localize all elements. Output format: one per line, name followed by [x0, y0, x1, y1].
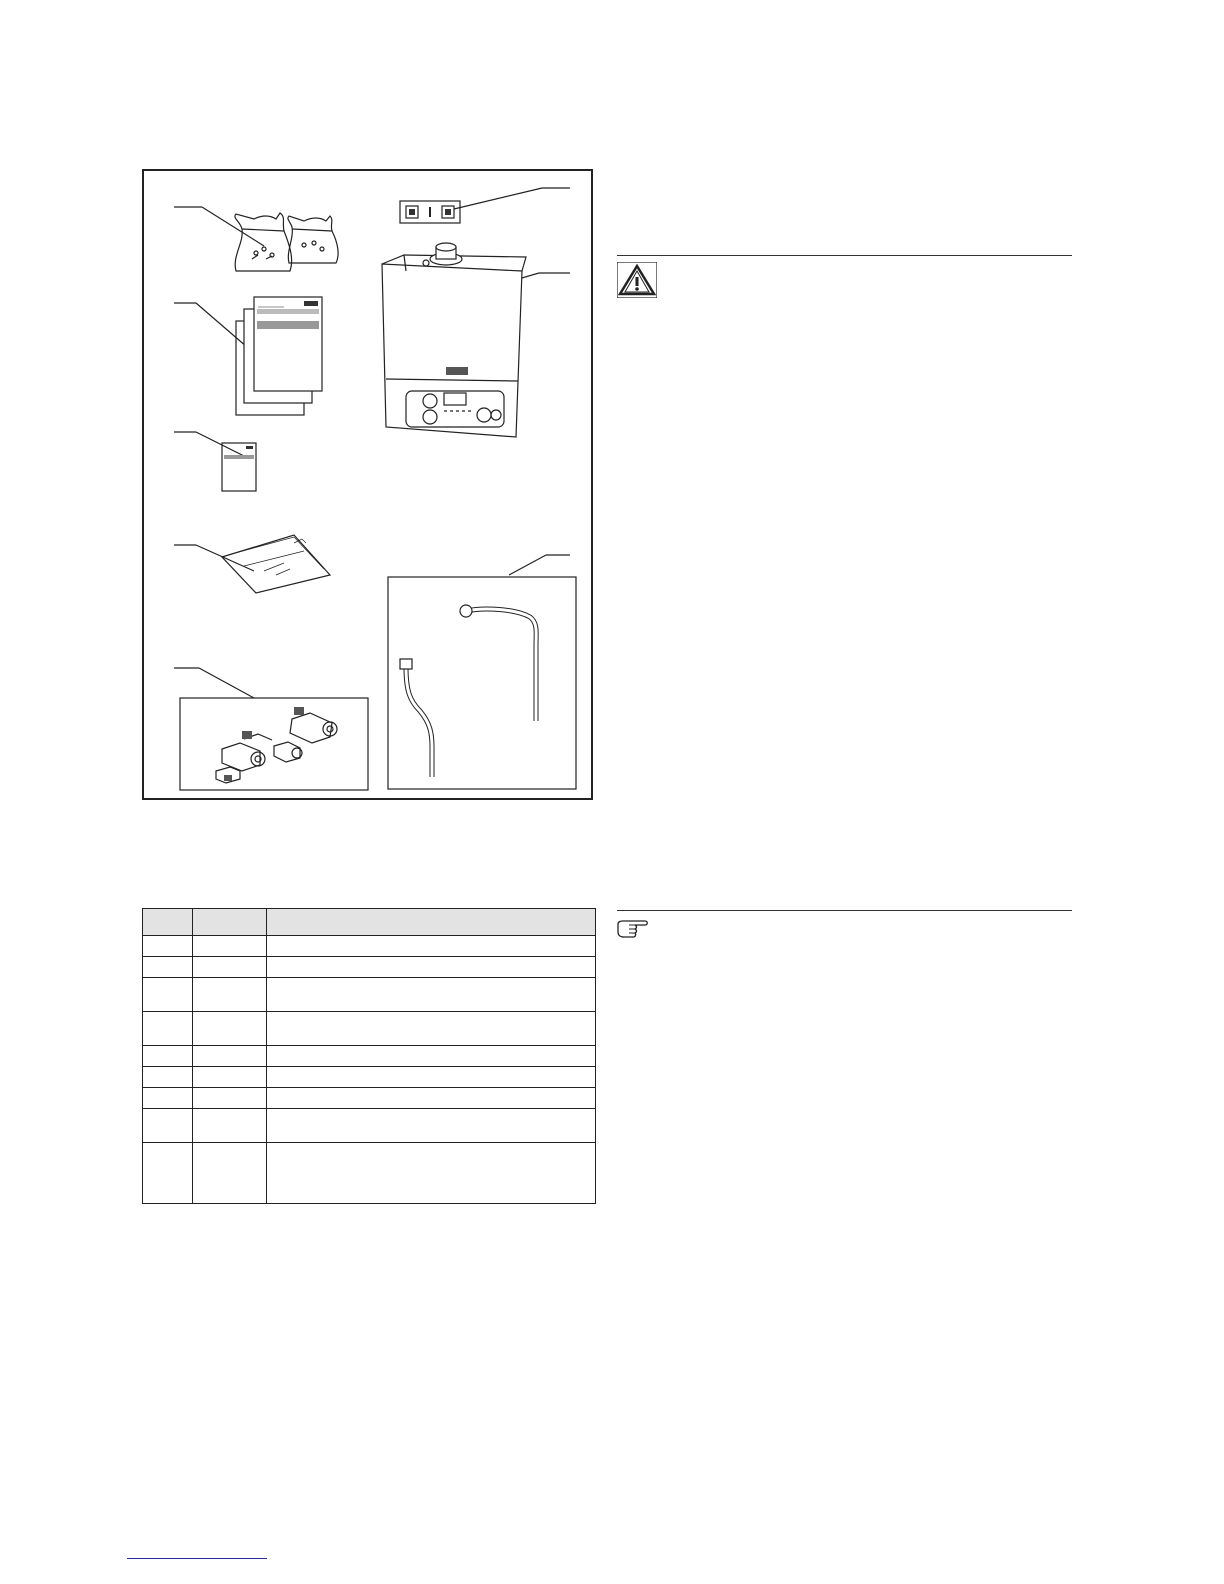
cell-quantity	[193, 1012, 267, 1046]
table-row	[143, 1109, 596, 1143]
cell-description	[267, 1109, 596, 1143]
header-quantity	[193, 909, 267, 936]
table-row	[143, 1012, 596, 1046]
header-description	[267, 909, 596, 936]
cell-quantity	[193, 1088, 267, 1109]
table-row	[143, 978, 596, 1012]
table-row	[143, 1046, 596, 1067]
table-row	[143, 1067, 596, 1088]
table-row	[143, 957, 596, 978]
documentation-set	[236, 297, 322, 415]
scope-of-delivery-figure	[142, 169, 593, 800]
cell-description	[267, 1088, 596, 1109]
cell-item	[143, 1088, 193, 1109]
table-row	[143, 936, 596, 957]
valves-kit	[180, 698, 368, 790]
cell-quantity	[193, 957, 267, 978]
note-rule	[617, 910, 1072, 911]
cell-description	[267, 1143, 596, 1204]
cell-item	[143, 1143, 193, 1204]
footer-rule	[127, 1558, 267, 1559]
connection-pipes	[388, 577, 576, 789]
cell-item	[143, 936, 193, 957]
boiler-unit	[382, 243, 526, 437]
wall-bracket	[400, 201, 460, 223]
pointing-hand-icon	[615, 918, 651, 940]
cell-quantity	[193, 978, 267, 1012]
booklet	[222, 443, 256, 491]
table-body	[143, 936, 596, 1204]
warning-triangle-icon	[617, 262, 657, 298]
cell-item	[143, 978, 193, 1012]
cell-item	[143, 1046, 193, 1067]
cell-quantity	[193, 1046, 267, 1067]
cell-description	[267, 1046, 596, 1067]
cell-description	[267, 957, 596, 978]
cell-quantity	[193, 1143, 267, 1204]
cell-item	[143, 1067, 193, 1088]
screw-bags	[235, 213, 338, 271]
cell-quantity	[193, 1067, 267, 1088]
table-row	[143, 1088, 596, 1109]
warning-rule	[617, 255, 1072, 256]
cell-description	[267, 1012, 596, 1046]
scope-of-delivery-table	[142, 908, 596, 1204]
cell-description	[267, 936, 596, 957]
header-item	[143, 909, 193, 936]
cell-item	[143, 1012, 193, 1046]
cell-item	[143, 957, 193, 978]
cell-item	[143, 1109, 193, 1143]
cell-description	[267, 1067, 596, 1088]
cell-quantity	[193, 936, 267, 957]
table-header-row	[143, 909, 596, 936]
figure-drawing	[144, 171, 595, 802]
cell-description	[267, 978, 596, 1012]
cell-quantity	[193, 1109, 267, 1143]
table-row	[143, 1143, 596, 1204]
